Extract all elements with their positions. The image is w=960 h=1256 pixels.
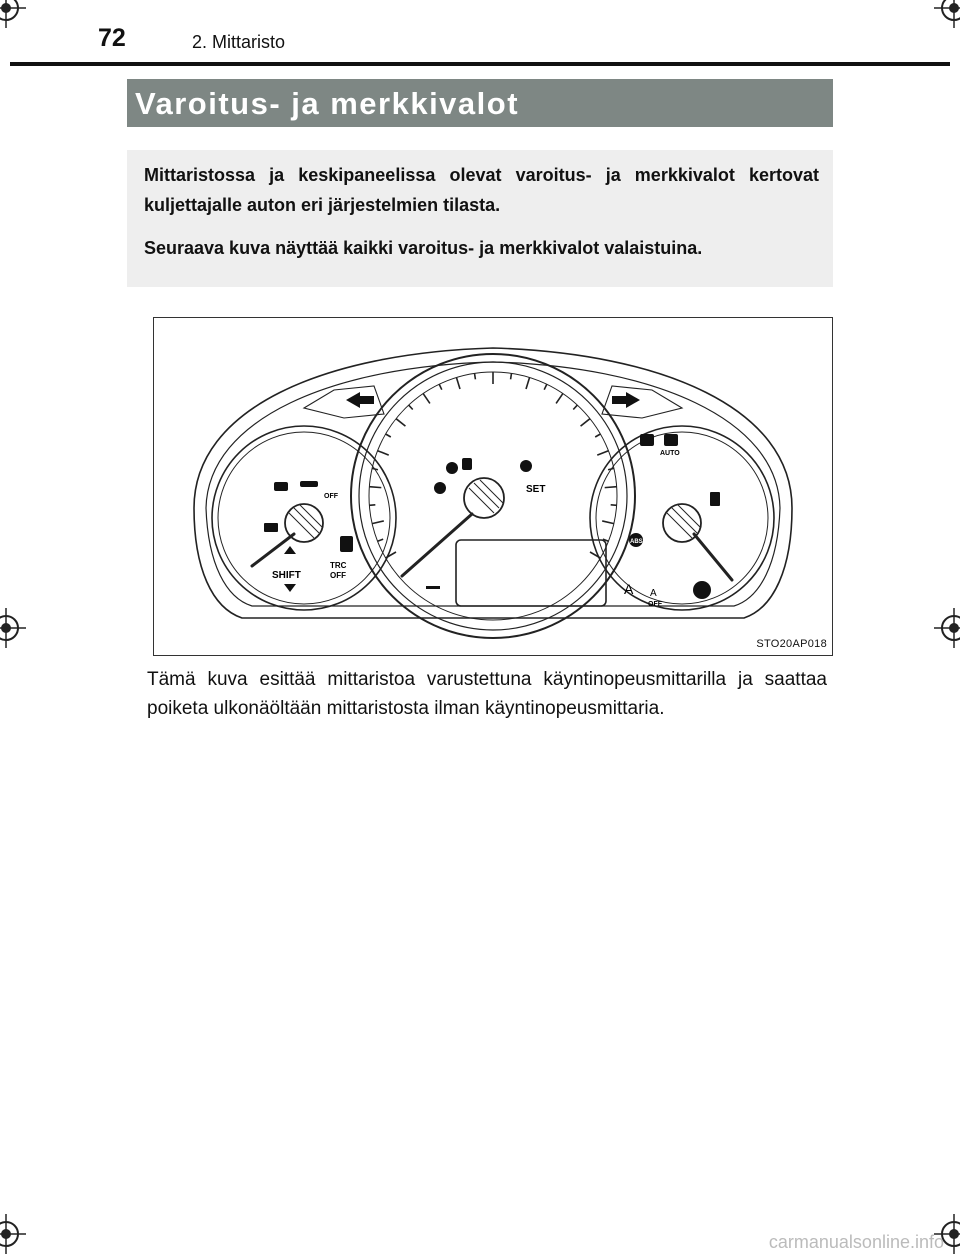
- engine-check-icon: [274, 482, 288, 491]
- figure-code: STO20AP018: [756, 638, 827, 650]
- abs-label: ABS: [630, 539, 643, 545]
- section-title: Varoitus- ja merkkivalot: [127, 79, 833, 127]
- intro-paragraph-1: Mittaristossa ja keskipaneelissa olevat varoitus- ja merkkivalot kertovat kuljettajalle auton eri järjestelmien tilasta.: [144, 165, 819, 215]
- speedometer-tick: [456, 378, 460, 389]
- speedometer-tick: [409, 405, 413, 409]
- speedometer-tick: [556, 394, 563, 404]
- speedometer-tick: [378, 451, 389, 455]
- figure-caption: Tämä kuva esittää mittaristoa varustettuna käyntinopeusmittarilla ja saattaa poiketa ulkonäöltään mittaristosta ilman käyntinopeusmittaria.: [147, 669, 827, 719]
- brake-warning-icon: [446, 462, 458, 474]
- speedometer-tick: [590, 552, 600, 558]
- speedometer-tick: [378, 539, 384, 541]
- fuel-icon: [710, 492, 720, 506]
- speedometer-tick: [595, 434, 600, 437]
- airbag-icon: [434, 482, 446, 494]
- left-turn-signal-icon: [346, 392, 374, 408]
- speedometer-tick: [423, 394, 430, 404]
- speedometer-tick: [386, 434, 391, 437]
- wrench-icon: [426, 586, 440, 589]
- speedometer-tick: [581, 419, 590, 426]
- seatbelt-icon: [520, 460, 532, 472]
- intro-box: [127, 150, 833, 287]
- speedometer-ticks: [369, 372, 616, 558]
- speedometer-tick: [372, 521, 384, 524]
- auto-label: AUTO: [660, 450, 680, 457]
- instrument-cluster-figure: [153, 317, 833, 656]
- auto-stop-off-label: OFF: [648, 601, 662, 608]
- auto-stop-label: A: [624, 581, 634, 597]
- registration-mark-icon: [0, 608, 26, 648]
- shift-down-icon: [284, 584, 296, 592]
- battery-icon: [264, 523, 278, 532]
- auto-high-beam-icon: [664, 434, 678, 446]
- vsc-off-label: OFF: [324, 493, 338, 500]
- speedometer-tick: [605, 487, 617, 488]
- instrument-cluster-illustration: [154, 318, 832, 655]
- speedometer-tick: [573, 405, 577, 409]
- fog-light-icon: [640, 434, 654, 446]
- header-rule: [10, 62, 950, 66]
- speedometer-tick: [369, 487, 381, 488]
- speedometer-tick: [439, 384, 442, 389]
- shift-up-icon: [284, 546, 296, 554]
- set-label: SET: [526, 484, 546, 495]
- trc-off-label: OFF: [330, 571, 346, 580]
- speedometer-tick: [608, 468, 614, 469]
- speedometer-tick: [396, 419, 405, 426]
- page-number: 72: [98, 24, 126, 52]
- auto-stop-off-a-label: A: [650, 588, 657, 599]
- trc-label: TRC: [330, 561, 347, 570]
- registration-mark-icon: [0, 1214, 26, 1254]
- speedometer-tick: [602, 521, 614, 524]
- registration-mark-icon: [934, 608, 960, 648]
- speedometer-tick: [475, 373, 476, 379]
- speedometer-tick: [597, 451, 608, 455]
- chapter-title: 2. Mittaristo: [192, 32, 286, 52]
- footer-watermark: carmanualsonline.info: [768, 1232, 944, 1252]
- shift-label: SHIFT: [272, 570, 301, 581]
- oil-pressure-icon: [300, 481, 318, 487]
- right-turn-signal-icon: [612, 392, 640, 408]
- registration-mark-icon: [934, 0, 960, 28]
- tire-pressure-icon: [693, 581, 711, 599]
- speedometer-tick: [511, 373, 512, 379]
- speedometer-tick: [526, 378, 530, 389]
- intro-paragraph-2: Seuraava kuva näyttää kaikki varoitus- ja merkkivalot valaistuina.: [144, 238, 703, 258]
- speedometer-tick: [372, 468, 378, 469]
- speedometer-tick: [544, 384, 547, 389]
- door-open-icon: [462, 458, 472, 470]
- speedometer-tick: [386, 552, 396, 558]
- registration-mark-icon: [0, 0, 26, 28]
- lane-departure-icon: [340, 536, 353, 552]
